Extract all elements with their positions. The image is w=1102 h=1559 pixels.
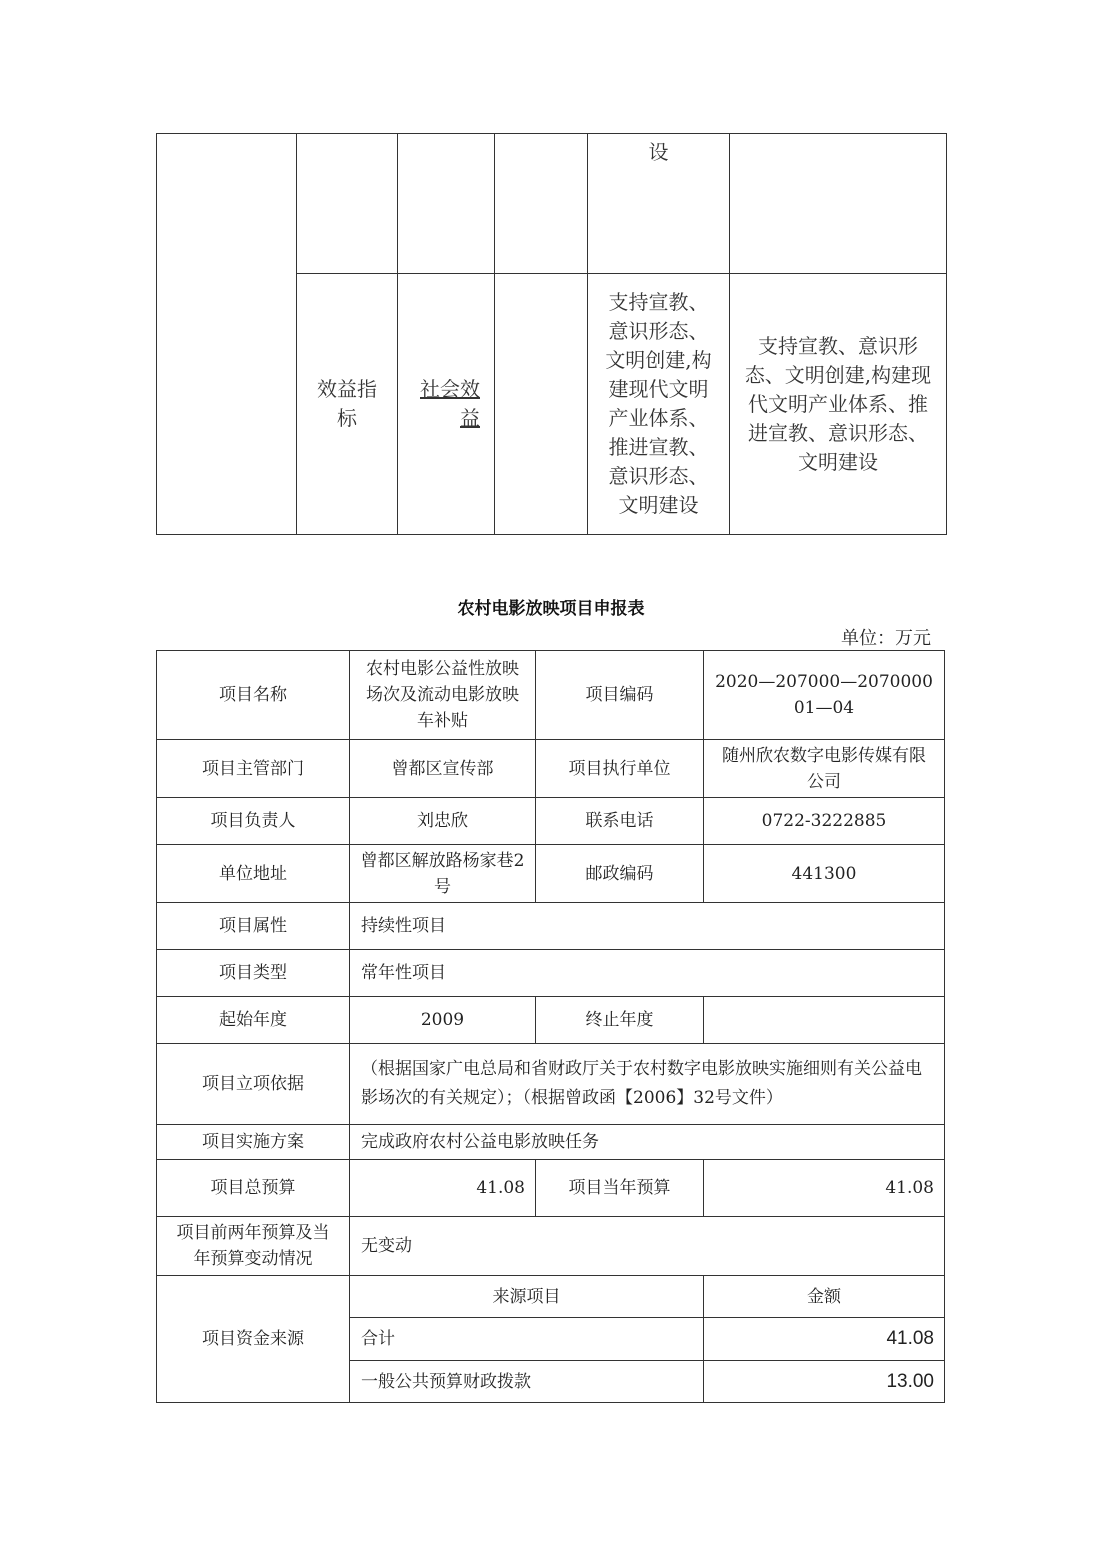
total-budget-value: 41.08 bbox=[350, 1160, 536, 1217]
end-year-label: 终止年度 bbox=[536, 997, 704, 1044]
postcode-label: 邮政编码 bbox=[536, 845, 704, 903]
basis-text: （根据国家广电总局和省财政厅关于农村数字电影放映实施细则有关公益电影场次的有关规定）；（根据曾政函【2006】32号文件） bbox=[361, 1059, 922, 1108]
dept-label: 项目主管部门 bbox=[157, 740, 350, 798]
start-year-value: 2009 bbox=[350, 997, 536, 1044]
attr-label: 项目属性 bbox=[157, 903, 350, 950]
funding-label: 项目资金来源 bbox=[157, 1276, 350, 1403]
address-label: 单位地址 bbox=[157, 845, 350, 903]
indicator-content-cell: 设 bbox=[588, 134, 730, 274]
form-title: 农村电影放映项目申报表 bbox=[457, 599, 645, 619]
start-year-label: 起始年度 bbox=[157, 997, 350, 1044]
leader-label: 项目负责人 bbox=[157, 798, 350, 845]
empty-cell bbox=[398, 134, 495, 274]
funding-source: 一般公共预算财政拨款 bbox=[350, 1361, 704, 1403]
empty-cell bbox=[495, 134, 588, 274]
amount-header: 金额 bbox=[704, 1276, 945, 1318]
funding-amount: 41.08 bbox=[704, 1318, 945, 1361]
empty-cell bbox=[730, 134, 947, 274]
indicator-level1-text: 效益指标 bbox=[317, 377, 377, 430]
postcode-value: 441300 bbox=[704, 845, 945, 903]
project-name-text: 农村电影公益性放映场次及流动电影放映车补贴 bbox=[366, 659, 519, 731]
indicator-content-text: 支持宣教、意识形态、文明创建,构建现代文明产业体系、推进宣教、意识形态、文明建设 bbox=[605, 290, 712, 517]
plan-label: 项目实施方案 bbox=[157, 1125, 350, 1160]
exec-unit-label: 项目执行单位 bbox=[536, 740, 704, 798]
source-header: 来源项目 bbox=[350, 1276, 704, 1318]
indicator-content-cell bbox=[588, 274, 730, 535]
leader-value: 刘忠欣 bbox=[350, 798, 536, 845]
project-name-value bbox=[350, 651, 536, 740]
indicator-target-text: 支持宣教、意识形态、文明创建,构建现代文明产业体系、推进宣教、意识形态、文明建设 bbox=[744, 333, 932, 474]
indicator-level1-cell bbox=[297, 274, 398, 535]
indicator-level2-cell bbox=[398, 274, 495, 535]
total-budget-label: 项目总预算 bbox=[157, 1160, 350, 1217]
empty-cell bbox=[297, 134, 398, 274]
basis-value bbox=[350, 1044, 945, 1125]
application-form-table bbox=[156, 650, 945, 1403]
funding-amount: 13.00 bbox=[704, 1361, 945, 1403]
dept-value: 曾都区宣传部 bbox=[350, 740, 536, 798]
year-budget-value: 41.08 bbox=[704, 1160, 945, 1217]
project-code-value bbox=[704, 651, 945, 740]
address-value bbox=[350, 845, 536, 903]
project-code-label: 项目编码 bbox=[536, 651, 704, 740]
end-year-value bbox=[704, 997, 945, 1044]
year-budget-label: 项目当年预算 bbox=[536, 1160, 704, 1217]
change-label bbox=[157, 1217, 350, 1276]
project-code-text: 2020—207000—207000001—04 bbox=[715, 672, 933, 718]
project-name-label: 项目名称 bbox=[157, 651, 350, 740]
exec-unit-text: 随州欣农数字电影传媒有限公司 bbox=[722, 745, 926, 792]
unit-note: 单位：万元 bbox=[841, 628, 931, 649]
address-text: 曾都区解放路杨家巷2号 bbox=[360, 850, 525, 897]
change-value: 无变动 bbox=[350, 1217, 945, 1276]
phone-label: 联系电话 bbox=[536, 798, 704, 845]
type-value: 常年性项目 bbox=[350, 950, 945, 997]
plan-value: 完成政府农村公益电影放映任务 bbox=[350, 1125, 945, 1160]
basis-label: 项目立项依据 bbox=[157, 1044, 350, 1125]
change-label-text: 项目前两年预算及当年预算变动情况 bbox=[176, 1223, 330, 1269]
exec-unit-value bbox=[704, 740, 945, 798]
indicator-level2-text: 社会效益 bbox=[420, 377, 480, 430]
funding-source: 合计 bbox=[350, 1318, 704, 1361]
empty-cell bbox=[157, 134, 297, 535]
performance-table-continued bbox=[156, 133, 947, 535]
indicator-target-cell bbox=[730, 274, 947, 535]
attr-value: 持续性项目 bbox=[350, 903, 945, 950]
phone-value: 0722-3222885 bbox=[704, 798, 945, 845]
type-label: 项目类型 bbox=[157, 950, 350, 997]
empty-cell bbox=[495, 274, 588, 535]
